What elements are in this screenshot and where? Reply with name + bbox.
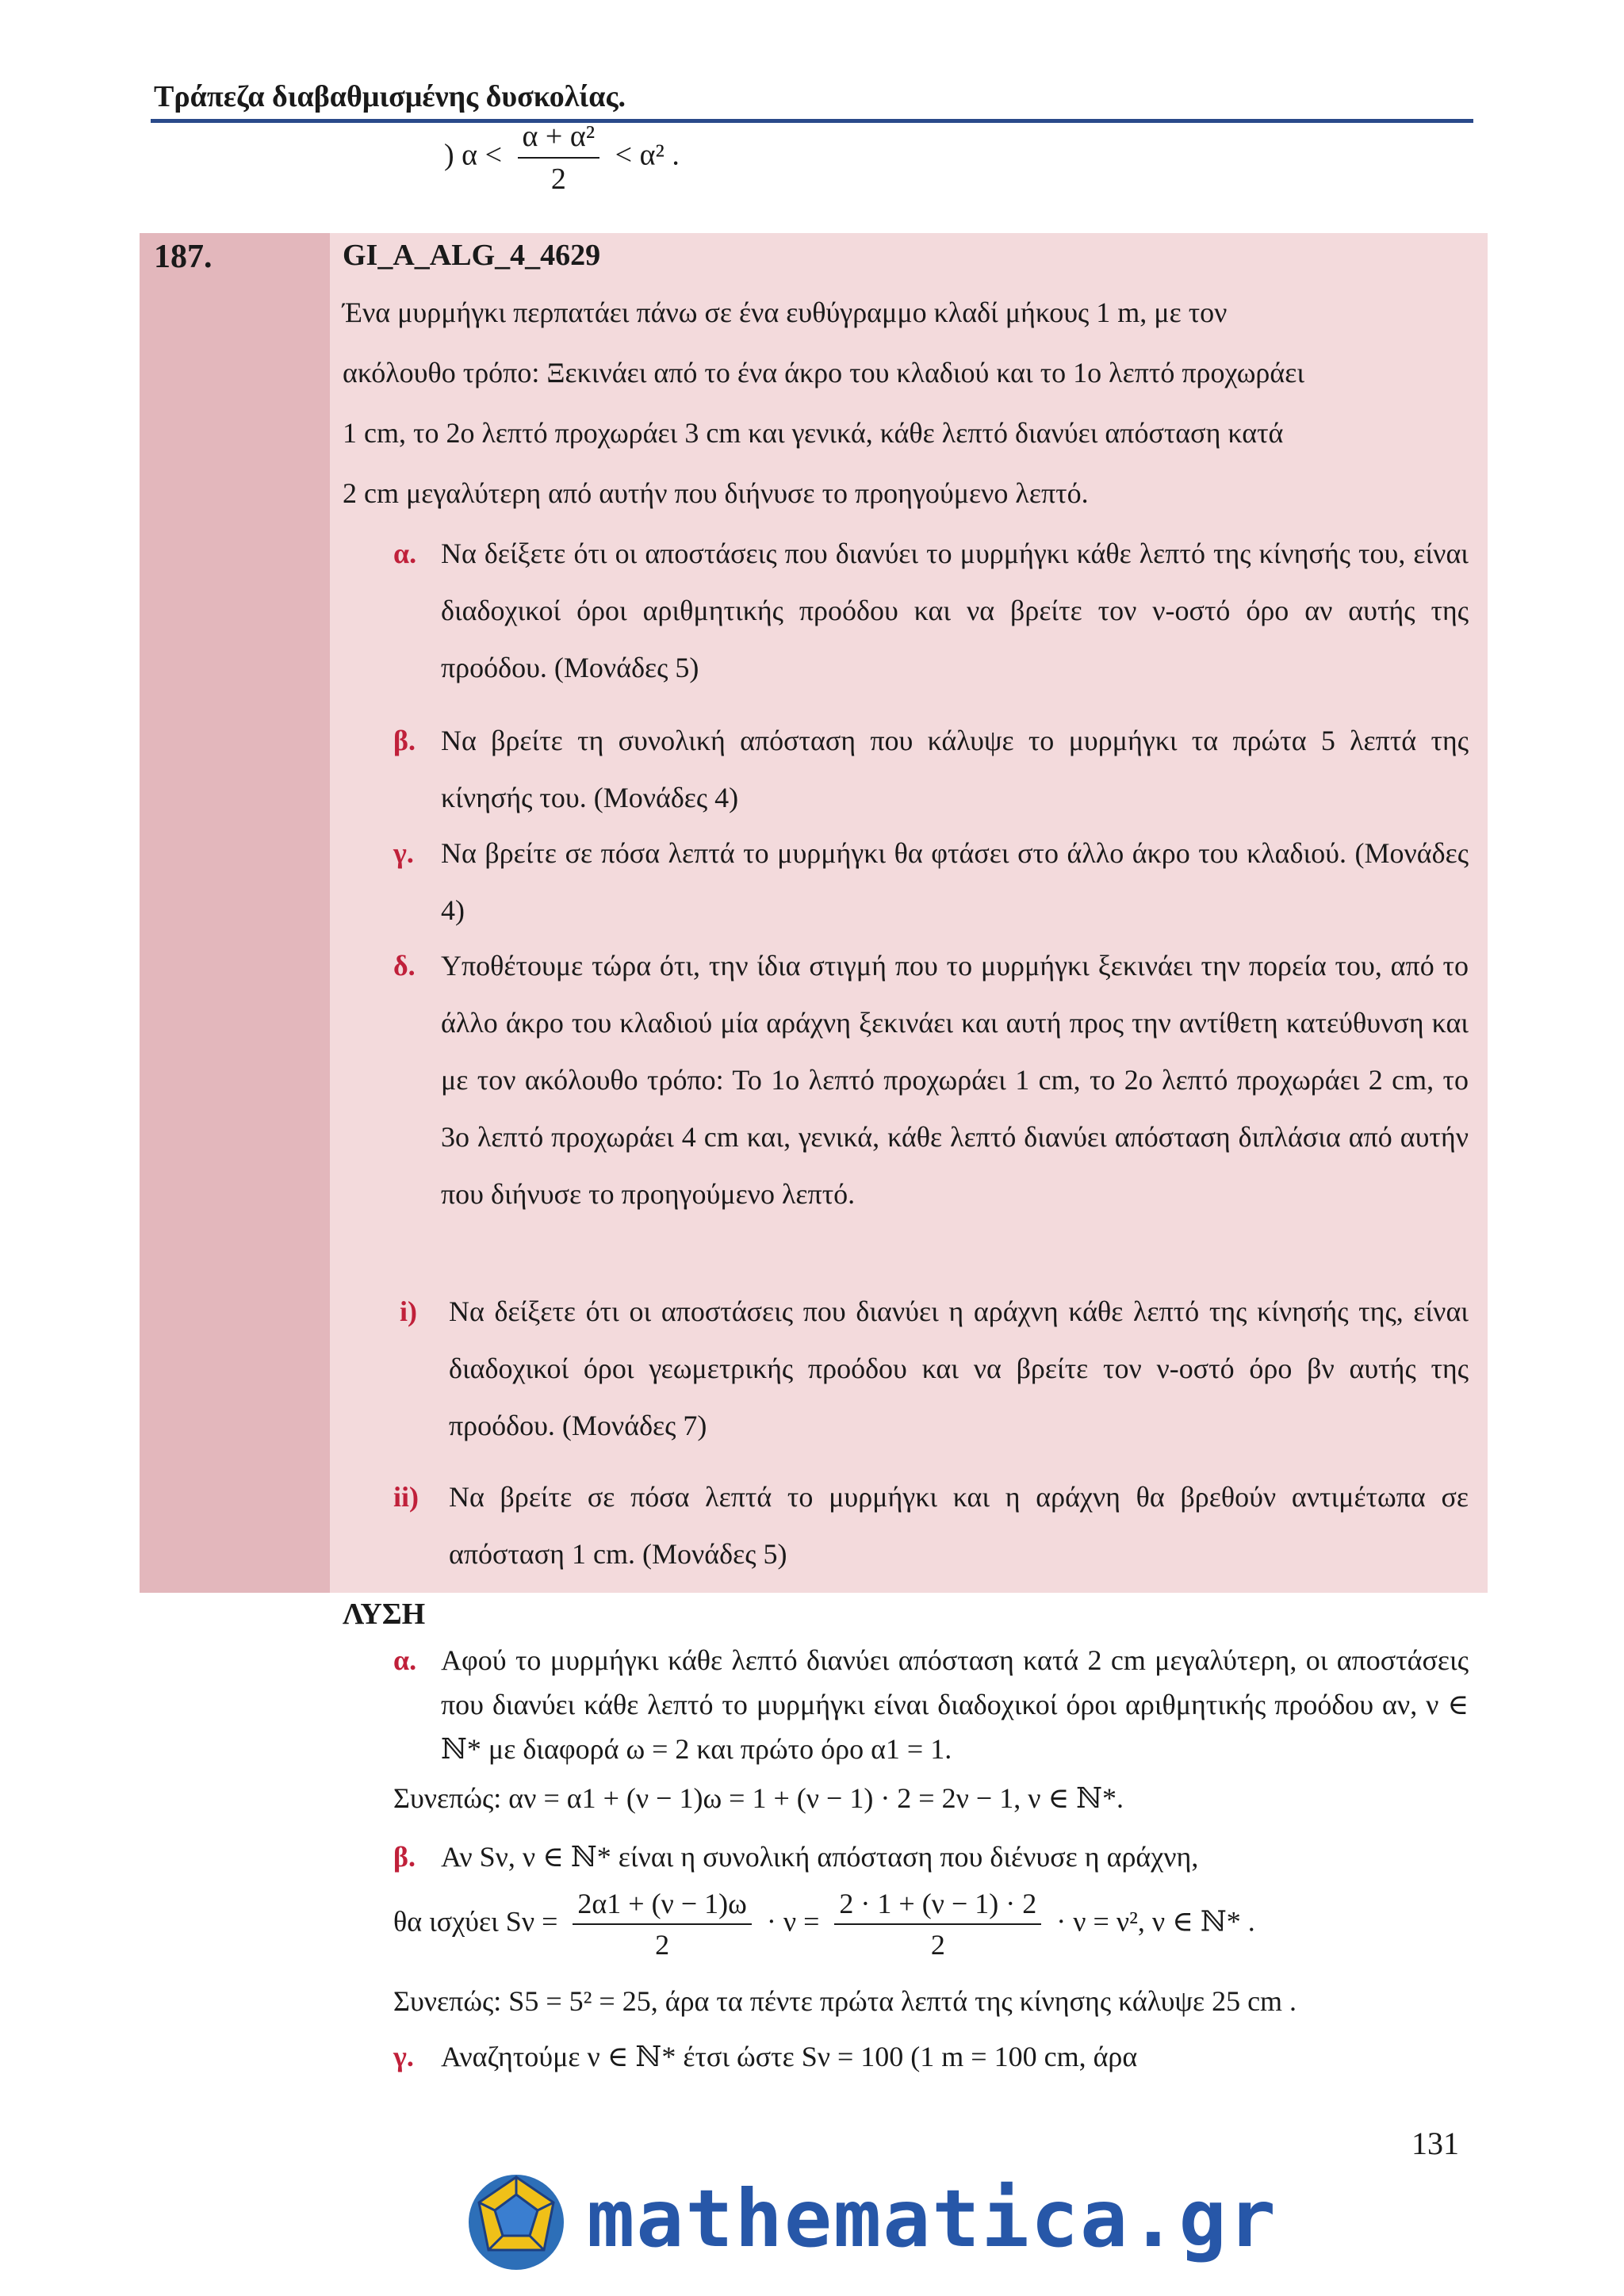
solution-c-text: Αναζητούμε ν ∈ ℕ* έτσι ώστε Sν = 100 (1 m = 100 cm, άρα xyxy=(441,2041,1138,2072)
item-text: Να βρείτε σε πόσα λεπτά το μυρμήγκι θα φτάσει στο άλλο άκρο του κλαδιού. (Μονάδες 4) xyxy=(441,837,1469,926)
b-frac1-num: 2α1 + (ν − 1)ω xyxy=(573,1887,751,1925)
intro-line-3: 1 cm, το 2ο λεπτό προχωράει 3 cm και γενικά, κάθε λεπτό διανύει απόσταση κατά xyxy=(343,417,1284,449)
previous-problem-tail xyxy=(444,119,1158,222)
header-title: Τράπεζα διαβαθμισμένης δυσκολίας. xyxy=(154,80,626,113)
solution-b-result: Συνεπώς: S5 = 5² = 25, άρα τα πέντε πρώτα λεπτά της κίνησης κάλυψε 25 cm . xyxy=(393,1985,1297,2017)
item-label: i) xyxy=(400,1295,417,1327)
solution-a-equation: Συνεπώς: αν = α1 + (ν − 1)ω = 1 + (ν − 1) · 2 = 2ν − 1, ν ∈ ℕ*. xyxy=(393,1782,1124,1814)
page-number: 131 xyxy=(1411,2126,1459,2161)
solution-part-a xyxy=(393,1638,1469,1771)
list-item xyxy=(393,825,1469,939)
item-text: Να βρείτε σε πόσα λεπτά το μυρμήγκι και η αράχνη θα βρεθούν αντιμέτωπα σε απόσταση 1 cm. (Μονάδες 5) xyxy=(449,1481,1469,1570)
logo-text: mathematica.gr xyxy=(587,2172,1277,2265)
b-eq-mid: · ν = xyxy=(766,1905,820,1938)
list-item xyxy=(393,1468,1469,1582)
solution-b-equation xyxy=(393,1887,1469,1966)
prev-fraction xyxy=(518,119,600,197)
list-item xyxy=(393,937,1469,1223)
b-fraction-2 xyxy=(834,1887,1041,1961)
item-text: Υποθέτουμε τώρα ότι, την ίδια στιγμή που το μυρμήγκι ξεκινάει την πορεία του, από το άλλο άκρο του κλαδιού μία αράχνη ξεκινάει και αυτή προς την αντίθετη κατεύθυνση και με τον ακόλουθο τρόπο: Το 1ο λεπτό προχωράει 1 cm, το 2ο λεπτό προχωράει 2 cm, το 3ο λεπτό προχωράει 4 cm και, γενικά, κάθε λεπτό διανύει απόσταση διπλάσια από αυτήν που διήνυσε το προηγούμενο λεπτό. xyxy=(441,950,1469,1210)
problem-number: 187. xyxy=(154,239,213,275)
item-label: γ. xyxy=(393,837,414,869)
b-frac2-den: 2 xyxy=(930,1929,945,1961)
item-text: Να δείξετε ότι οι αποστάσεις που διανύει η αράχνη κάθε λεπτό της κίνησής της, είναι διαδοχικοί όροι γεωμετρικής προόδου και να βρείτε τον ν-οστό όρο βν αυτής της προόδου. (Μονάδες 7) xyxy=(449,1295,1469,1441)
prev-prefix: ) α < xyxy=(444,138,502,172)
item-label: ii) xyxy=(393,1481,419,1513)
list-item xyxy=(393,1283,1469,1454)
item-label: α. xyxy=(393,538,417,569)
intro-line-4: 2 cm μεγαλύτερη από αυτήν που διήνυσε το προηγούμενο λεπτό. xyxy=(343,477,1089,509)
list-item xyxy=(393,525,1469,696)
b-frac2-num: 2 · 1 + (ν − 1) · 2 xyxy=(834,1887,1041,1925)
b-eq-prefix: θα ισχύει Sν = xyxy=(393,1905,558,1938)
prev-frac-den: 2 xyxy=(550,163,566,196)
item-label: δ. xyxy=(393,950,416,982)
solution-part-c xyxy=(393,2034,1469,2079)
problem-code: GI_A_ALG_4_4629 xyxy=(343,239,601,272)
solution-title: ΛΥΣΗ xyxy=(343,1598,426,1631)
solution-b-label: β. xyxy=(393,1841,416,1873)
solution-part-b xyxy=(393,1835,1469,1879)
b-eq-suffix: · ν = ν², ν ∈ ℕ* . xyxy=(1056,1905,1255,1938)
problem-number-column xyxy=(140,233,330,1593)
b-fraction-1 xyxy=(573,1887,751,1961)
mathematica-logo-icon xyxy=(465,2171,568,2274)
item-text: Να δείξετε ότι οι αποστάσεις που διανύει το μυρμήγκι κάθε λεπτό της κίνησής του, είναι διαδοχικοί όροι αριθμητικής προόδου και να βρείτε τον ν-οστό όρο αν αυτής της προόδου. (Μονάδες 5) xyxy=(441,538,1469,683)
list-item xyxy=(393,712,1469,826)
intro-line-1: Ένα μυρμήγκι περπατάει πάνω σε ένα ευθύγραμμο κλαδί μήκους 1 m, με τον xyxy=(343,297,1228,328)
prev-suffix: < α² . xyxy=(615,138,680,172)
solution-b-text: Αν Sν, ν ∈ ℕ* είναι η συνολική απόσταση που διένυσε η αράχνη, xyxy=(441,1841,1199,1873)
b-frac1-den: 2 xyxy=(655,1929,670,1961)
item-label: β. xyxy=(393,725,416,756)
prev-frac-num: α + α² xyxy=(518,119,600,159)
solution-a-text: Αφού το μυρμήγκι κάθε λεπτό διανύει απόσταση κατά 2 cm μεγαλύτερη, οι αποστάσεις που διανύει κάθε λεπτό το μυρμήγκι είναι διαδοχικοί όροι αριθμητικής προόδου αν, ν ∈ ℕ* με διαφορά ω = 2 και πρώτο όρο α1 = 1. xyxy=(441,1644,1469,1765)
solution-a-label: α. xyxy=(393,1644,417,1676)
item-text: Να βρείτε τη συνολική απόσταση που κάλυψε το μυρμήγκι τα πρώτα 5 λεπτά της κίνησής του. (Μονάδες 4) xyxy=(441,725,1469,813)
intro-line-2: ακόλουθο τρόπο: Ξεκινάει από το ένα άκρο του κλαδιού και το 1ο λεπτό προχωράει xyxy=(343,357,1305,388)
solution-c-label: γ. xyxy=(393,2041,414,2072)
